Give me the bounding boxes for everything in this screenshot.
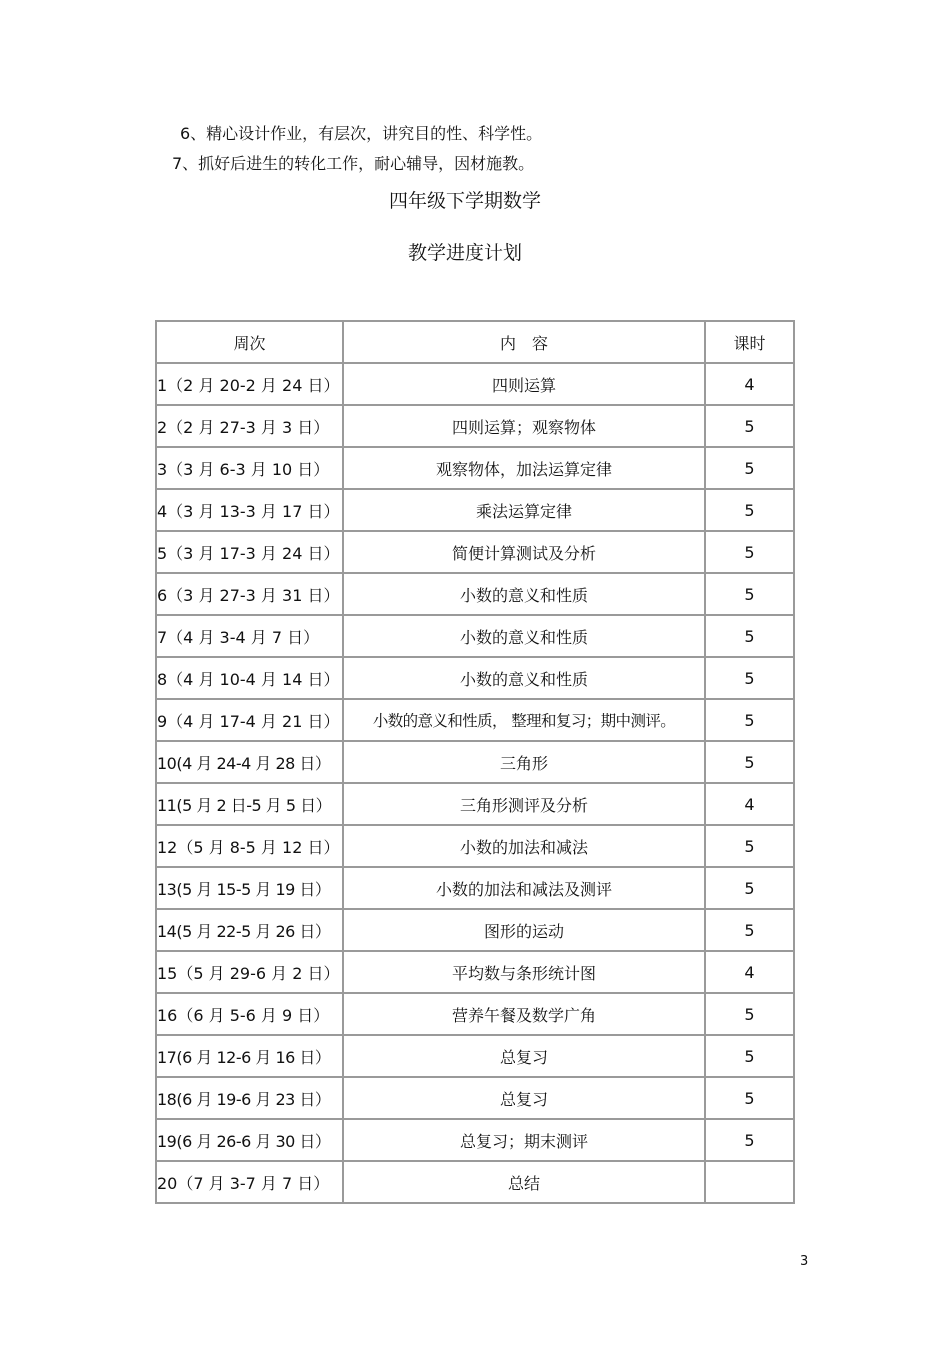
cell-hours xyxy=(706,1162,795,1204)
cell-content: 小数的意义和性质 xyxy=(344,658,706,700)
table-row xyxy=(155,700,795,742)
document-subtitle: 教学进度计划 xyxy=(407,242,522,264)
cell-content: 小数的意义和性质 xyxy=(344,574,706,616)
cell-content: 总复习；期末测评 xyxy=(344,1120,706,1162)
cell-content: 营养午餐及数学广角 xyxy=(344,994,706,1036)
table-header-row xyxy=(155,320,795,364)
table-row xyxy=(155,952,795,994)
cell-hours: 4 xyxy=(706,952,795,994)
table-row xyxy=(155,742,795,784)
cell-week: 11(5 月 2 日-5 月 5 日） xyxy=(155,784,344,826)
cell-content: 总复习 xyxy=(344,1036,706,1078)
cell-content: 小数的意义和性质 xyxy=(344,616,706,658)
cell-week: 20（7 月 3-7 月 7 日） xyxy=(155,1162,344,1204)
table-row xyxy=(155,784,795,826)
cell-hours: 5 xyxy=(706,742,795,784)
document-title: 四年级下学期数学 xyxy=(388,190,541,212)
cell-hours: 5 xyxy=(706,910,795,952)
header-content: 内 容 xyxy=(344,320,706,364)
table-row xyxy=(155,532,795,574)
cell-content: 三角形测评及分析 xyxy=(344,784,706,826)
cell-week: 5（3 月 17-3 月 24 日） xyxy=(155,532,344,574)
table-row xyxy=(155,1078,795,1120)
cell-hours: 5 xyxy=(706,700,795,742)
table-row xyxy=(155,364,795,406)
table-row xyxy=(155,406,795,448)
cell-content: 简便计算测试及分析 xyxy=(344,532,706,574)
teaching-schedule-table xyxy=(155,320,795,1204)
cell-week: 14(5 月 22-5 月 26 日） xyxy=(155,910,344,952)
cell-hours: 5 xyxy=(706,490,795,532)
cell-hours: 5 xyxy=(706,826,795,868)
table-row xyxy=(155,1036,795,1078)
table-row xyxy=(155,448,795,490)
cell-hours: 5 xyxy=(706,868,795,910)
cell-week: 19(6 月 26-6 月 30 日） xyxy=(155,1120,344,1162)
table-row xyxy=(155,1120,795,1162)
cell-week: 10(4 月 24-4 月 28 日） xyxy=(155,742,344,784)
cell-week: 13(5 月 15-5 月 19 日） xyxy=(155,868,344,910)
header-week: 周次 xyxy=(155,320,344,364)
table-row xyxy=(155,994,795,1036)
cell-week: 9（4 月 17-4 月 21 日） xyxy=(155,700,344,742)
cell-week: 1（2 月 20-2 月 24 日） xyxy=(155,364,344,406)
cell-content: 小数的加法和减法及测评 xyxy=(344,868,706,910)
cell-hours: 5 xyxy=(706,1036,795,1078)
cell-week: 8（4 月 10-4 月 14 日） xyxy=(155,658,344,700)
cell-content: 总复习 xyxy=(344,1078,706,1120)
table-row xyxy=(155,574,795,616)
cell-week: 2（2 月 27-3 月 3 日） xyxy=(155,406,344,448)
cell-content: 乘法运算定律 xyxy=(344,490,706,532)
cell-content: 总结 xyxy=(344,1162,706,1204)
cell-hours: 4 xyxy=(706,784,795,826)
cell-week: 17(6 月 12-6 月 16 日） xyxy=(155,1036,344,1078)
cell-content: 小数的加法和减法 xyxy=(344,826,706,868)
cell-hours: 5 xyxy=(706,658,795,700)
cell-week: 12（5 月 8-5 月 12 日） xyxy=(155,826,344,868)
table-row xyxy=(155,868,795,910)
cell-hours: 5 xyxy=(706,616,795,658)
cell-week: 18(6 月 19-6 月 23 日） xyxy=(155,1078,344,1120)
cell-week: 6（3 月 27-3 月 31 日） xyxy=(155,574,344,616)
paragraph-item-7: 7、抓好后进生的转化工作，耐心辅导，因材施教。 xyxy=(172,154,535,173)
page-number: 3 xyxy=(800,1254,809,1269)
header-hours: 课时 xyxy=(706,320,795,364)
cell-hours: 4 xyxy=(706,364,795,406)
table-row xyxy=(155,826,795,868)
cell-week: 15（5 月 29-6 月 2 日） xyxy=(155,952,344,994)
cell-week: 3（3 月 6-3 月 10 日） xyxy=(155,448,344,490)
cell-content: 四则运算 xyxy=(344,364,706,406)
paragraph-item-6: 6、精心设计作业，有层次，讲究目的性、科学性。 xyxy=(180,124,543,143)
cell-content: 观察物体，加法运算定律 xyxy=(344,448,706,490)
cell-hours: 5 xyxy=(706,532,795,574)
cell-content: 四则运算；观察物体 xyxy=(344,406,706,448)
cell-week: 16（6 月 5-6 月 9 日） xyxy=(155,994,344,1036)
table-row xyxy=(155,490,795,532)
cell-week: 4（3 月 13-3 月 17 日） xyxy=(155,490,344,532)
cell-content: 小数的意义和性质， 整理和复习；期中测评。 xyxy=(344,700,706,742)
cell-hours: 5 xyxy=(706,1120,795,1162)
table-row xyxy=(155,910,795,952)
cell-hours: 5 xyxy=(706,1078,795,1120)
cell-hours: 5 xyxy=(706,574,795,616)
table-row xyxy=(155,1162,795,1204)
cell-hours: 5 xyxy=(706,448,795,490)
cell-hours: 5 xyxy=(706,406,795,448)
cell-week: 7（4 月 3-4 月 7 日） xyxy=(155,616,344,658)
cell-content: 平均数与条形统计图 xyxy=(344,952,706,994)
cell-content: 图形的运动 xyxy=(344,910,706,952)
table-row xyxy=(155,658,795,700)
cell-hours: 5 xyxy=(706,994,795,1036)
cell-content: 三角形 xyxy=(344,742,706,784)
table-row xyxy=(155,616,795,658)
